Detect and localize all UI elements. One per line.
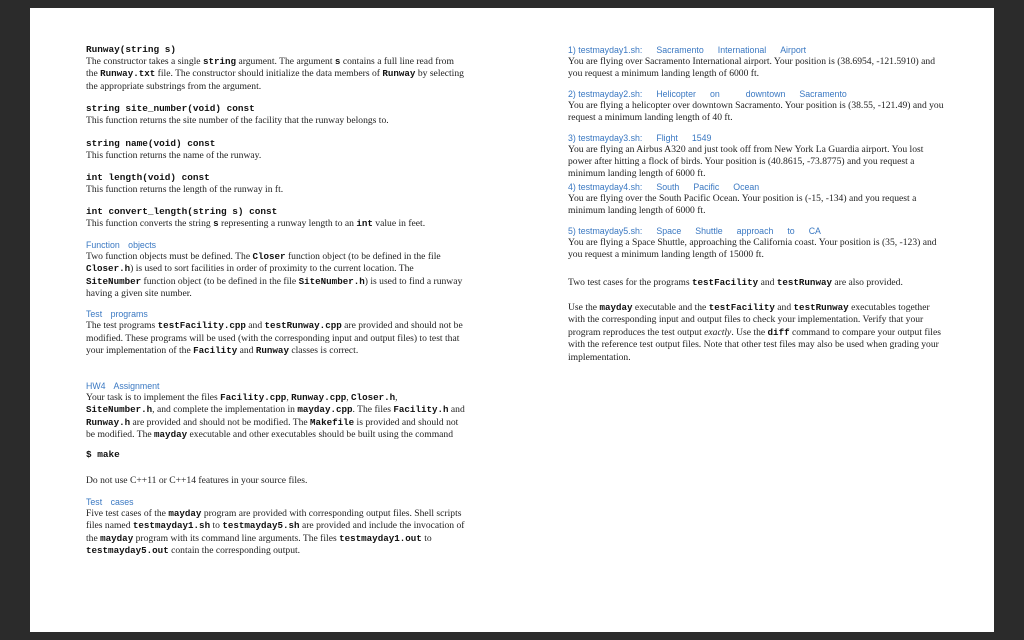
test-case-1 [568,44,948,81]
test-case-3 [568,132,948,181]
runway-constructor-description: The constructor takes a single string argument. The argument s contains a full line read from the Runway.txt file. The constructor should initialize the data members of Runway by selecting the appropriate substrings from the argument. [86,56,464,92]
test-case-5 [568,225,948,262]
test-programs-description: The test programs testFacility.cpp and testRunway.cpp are provided and should not be modified. These programs will be used (with the corresponding input and output files) to test that your implementation of the Facility and Runway classes is correct. [86,320,463,357]
test-case-4-heading: 4) testmayday4.sh: South Pacific Ocean [568,181,760,192]
length-description: This function returns the length of the runway in ft. [86,184,284,196]
two-test-cases-note: Two test cases for the programs testFacility and testRunway are also provided. [568,277,903,289]
site-number-signature: string site_number(void) const [86,103,255,115]
length-signature: int length(void) const [86,172,210,184]
test-case-2 [568,88,948,125]
document-page [30,8,994,632]
test-case-2-heading: 2) testmayday2.sh: Helicopter on downtown Sacramento [568,88,847,99]
convert-length-signature: int convert_length(string s) const [86,206,278,218]
function-objects-heading: Function objects [86,239,157,250]
name-description: This function returns the name of the runway. [86,149,262,161]
hw4-assignment-heading: HW4 Assignment [86,380,160,391]
site-number-description: This function returns the site number of the facility that the runway belongs to. [86,115,389,127]
left-column [86,44,466,557]
test-case-3-description: You are flying an Airbus A320 and just took off from New York La Guardia airport. You lost power after hitting a flock of birds. Your position is (40.8615, -73.8775) and you request a minimum landing length of 6000 ft. [568,143,924,180]
test-cases-heading: Test cases [86,496,134,507]
test-case-3-heading: 3) testmayday3.sh: Flight 1549 [568,132,712,143]
convert-length-description: This function converts the string s representing a runway length to an int value in feet. [86,218,426,230]
test-cases-description: Five test cases of the mayday program are provided with corresponding output files. Shell scripts files named testmayday1.sh to testmayday5.sh are provided and include the invocation of the mayday program with its command line arguments. The files testmayday1.out to testmayday5.out contain the corresponding output. [86,507,465,556]
make-command: $ make [86,449,120,461]
test-case-1-heading: 1) testmayday1.sh: Sacramento International Airport [568,45,807,55]
test-case-2-description: You are flying a helicopter over downtown Sacramento. Your position is (38.55, -121.49) and you request a minimum landing length of 40 ft. [568,99,944,124]
test-case-5-description: You are flying a Space Shuttle, approaching the California coast. Your position is (35, -123) and you request a minimum landing length of 15000 ft. [568,236,937,261]
test-programs-heading: Test programs [86,309,148,320]
hw4-assignment-description: Your task is to implement the files Facility.cpp, Runway.cpp, Closer.h, SiteNumber.h, and complete the implementation in mayday.cpp. The files Facility.h and Runway.h are provided and should not be modified. The Makefile is provided and should not be modified. The mayday executable and other executables should be built using the command [86,391,465,440]
cpp-standard-note: Do not use C++11 or C++14 features in your source files. [86,475,308,487]
test-case-1-description: You are flying over Sacramento International airport. Your position is (38.6954, -121.5910) and you request a minimum landing length of 6000 ft. [568,56,935,80]
right-column [568,44,948,364]
test-case-4 [568,181,948,218]
function-objects-description: Two function objects must be defined. The Closer function object (to be defined in the file Closer.h) is used to sort facilities in order of proximity to the current location. The SiteNumber function object (to be defined in the file SiteNumber.h) is used to find a runway having a given site number. [86,250,463,300]
name-signature: string name(void) const [86,137,216,149]
test-case-4-description: You are flying over the South Pacific Ocean. Your position is (-15, -134) and you request a minimum landing length of 6000 ft. [568,192,917,217]
test-case-5-heading: 5) testmayday5.sh: Space Shuttle approach to CA [568,225,821,236]
runway-constructor-signature: Runway(string s) [86,44,177,55]
usage-instructions: Use the mayday executable and the testFacility and testRunway executables together with the corresponding input and output files to check your implementation. Verify that your program reproduces the test output exactly. Use the diff command to compare your output files with the reference test output files. Note that other test files may also be used when grading your implementation. [568,301,941,363]
